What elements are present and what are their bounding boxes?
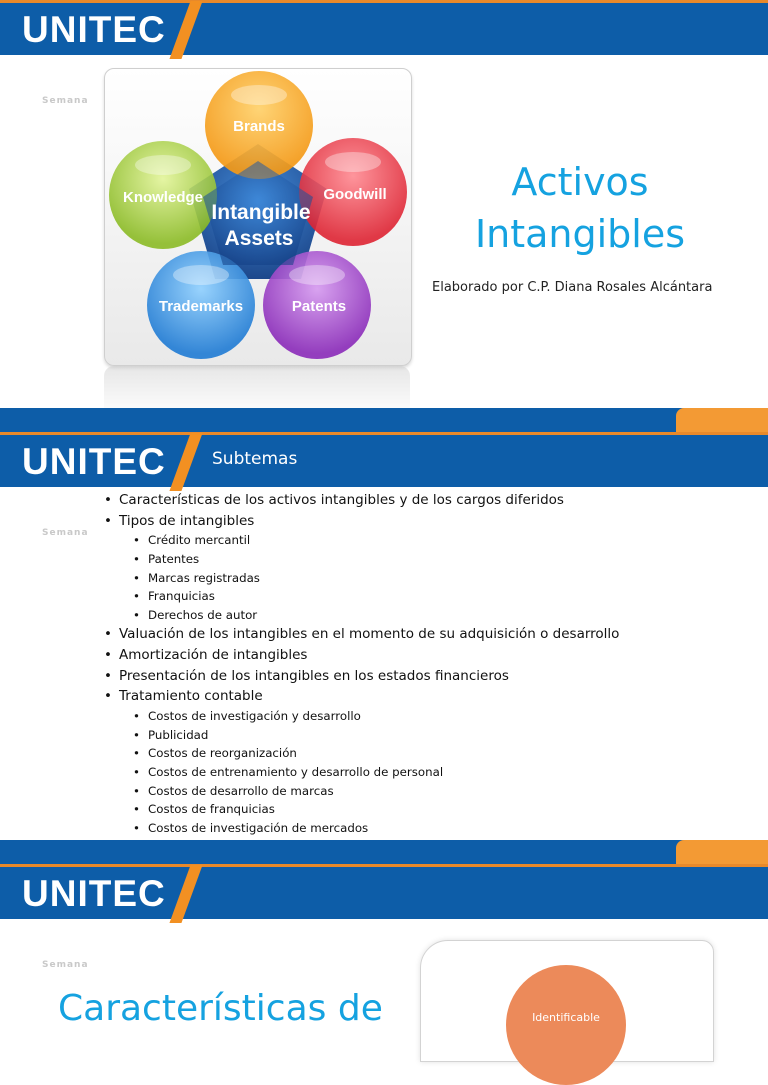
subtopic-item: • Costos de reorganización — [100, 744, 619, 763]
slide-footer — [0, 840, 768, 864]
slide-subtitle: Elaborado por C.P. Diana Rosales Alcántara — [432, 280, 713, 295]
subtopic-item: • Publicidad — [100, 726, 619, 745]
slide-header — [0, 864, 768, 919]
diagram-svg — [105, 69, 411, 365]
slide-footer — [0, 408, 768, 432]
unitec-logo — [0, 435, 192, 487]
slide-title — [440, 156, 720, 260]
subtopics-list — [100, 490, 619, 837]
subtopic-item: • Costos de franquicias — [100, 800, 619, 819]
label-brands: Brands — [233, 118, 285, 135]
label-knowledge: Knowledge — [122, 189, 204, 206]
logo-slash — [169, 865, 202, 923]
unitec-logo — [0, 867, 192, 919]
footer-tab — [676, 408, 768, 432]
unitec-logo — [0, 3, 192, 55]
intangible-assets-diagram — [104, 68, 412, 366]
logo-slash — [169, 433, 202, 491]
topic-item: • Tratamiento contable — [100, 686, 619, 707]
semana-watermark: Semana — [42, 960, 89, 970]
slide-1 — [0, 0, 768, 432]
semana-watermark: Semana — [42, 96, 89, 106]
subtopic-item: • Costos de investigación de mercados — [100, 819, 619, 838]
center-label-line2: Assets — [224, 227, 294, 250]
subtopic-item: • Costos de desarrollo de marcas — [100, 782, 619, 801]
subtopic-item: • Patentes — [100, 550, 619, 569]
label-patents: Patents — [291, 298, 347, 315]
semana-watermark: Semana — [42, 528, 89, 538]
slide-title: Características de — [58, 988, 383, 1029]
title-line2: Intangibles — [474, 212, 686, 256]
identificable-circle — [506, 965, 626, 1085]
center-label-line1: Intangible — [211, 201, 311, 224]
logo-text: UNITEC — [22, 873, 166, 914]
topic-item: • Tipos de intangibles — [100, 511, 619, 532]
topic-item: • Valuación de los intangibles en el momento de su adquisición o desarrollo — [100, 624, 619, 645]
title-line1: Activos — [511, 160, 649, 204]
highlight — [135, 155, 191, 175]
highlight — [173, 265, 229, 285]
subtopic-item: • Derechos de autor — [100, 606, 619, 625]
subtopic-item: • Franquicias — [100, 587, 619, 606]
subtopic-item: • Marcas registradas — [100, 569, 619, 588]
identificable-label: Identificable — [532, 1011, 600, 1024]
topic-item: • Características de los activos intangibles y de los cargos diferidos — [100, 490, 619, 511]
slide-header — [0, 432, 768, 487]
logo-text: UNITEC — [22, 441, 166, 482]
logo-slash — [169, 1, 202, 59]
subtopic-item: • Costos de investigación y desarrollo — [100, 707, 619, 726]
footer-tab — [676, 840, 768, 864]
topic-item: • Amortización de intangibles — [100, 645, 619, 666]
subtopic-item: • Costos de entrenamiento y desarrollo de personal — [100, 763, 619, 782]
header-title: Subtemas — [212, 449, 298, 469]
subtopic-item: • Crédito mercantil — [100, 531, 619, 550]
highlight — [325, 152, 381, 172]
logo-text: UNITEC — [22, 9, 166, 50]
highlight — [289, 265, 345, 285]
highlight — [231, 85, 287, 105]
label-goodwill: Goodwill — [323, 186, 387, 203]
slide-header — [0, 0, 768, 55]
label-trademarks: Trademarks — [158, 298, 244, 315]
topic-item: • Presentación de los intangibles en los estados financieros — [100, 666, 619, 687]
